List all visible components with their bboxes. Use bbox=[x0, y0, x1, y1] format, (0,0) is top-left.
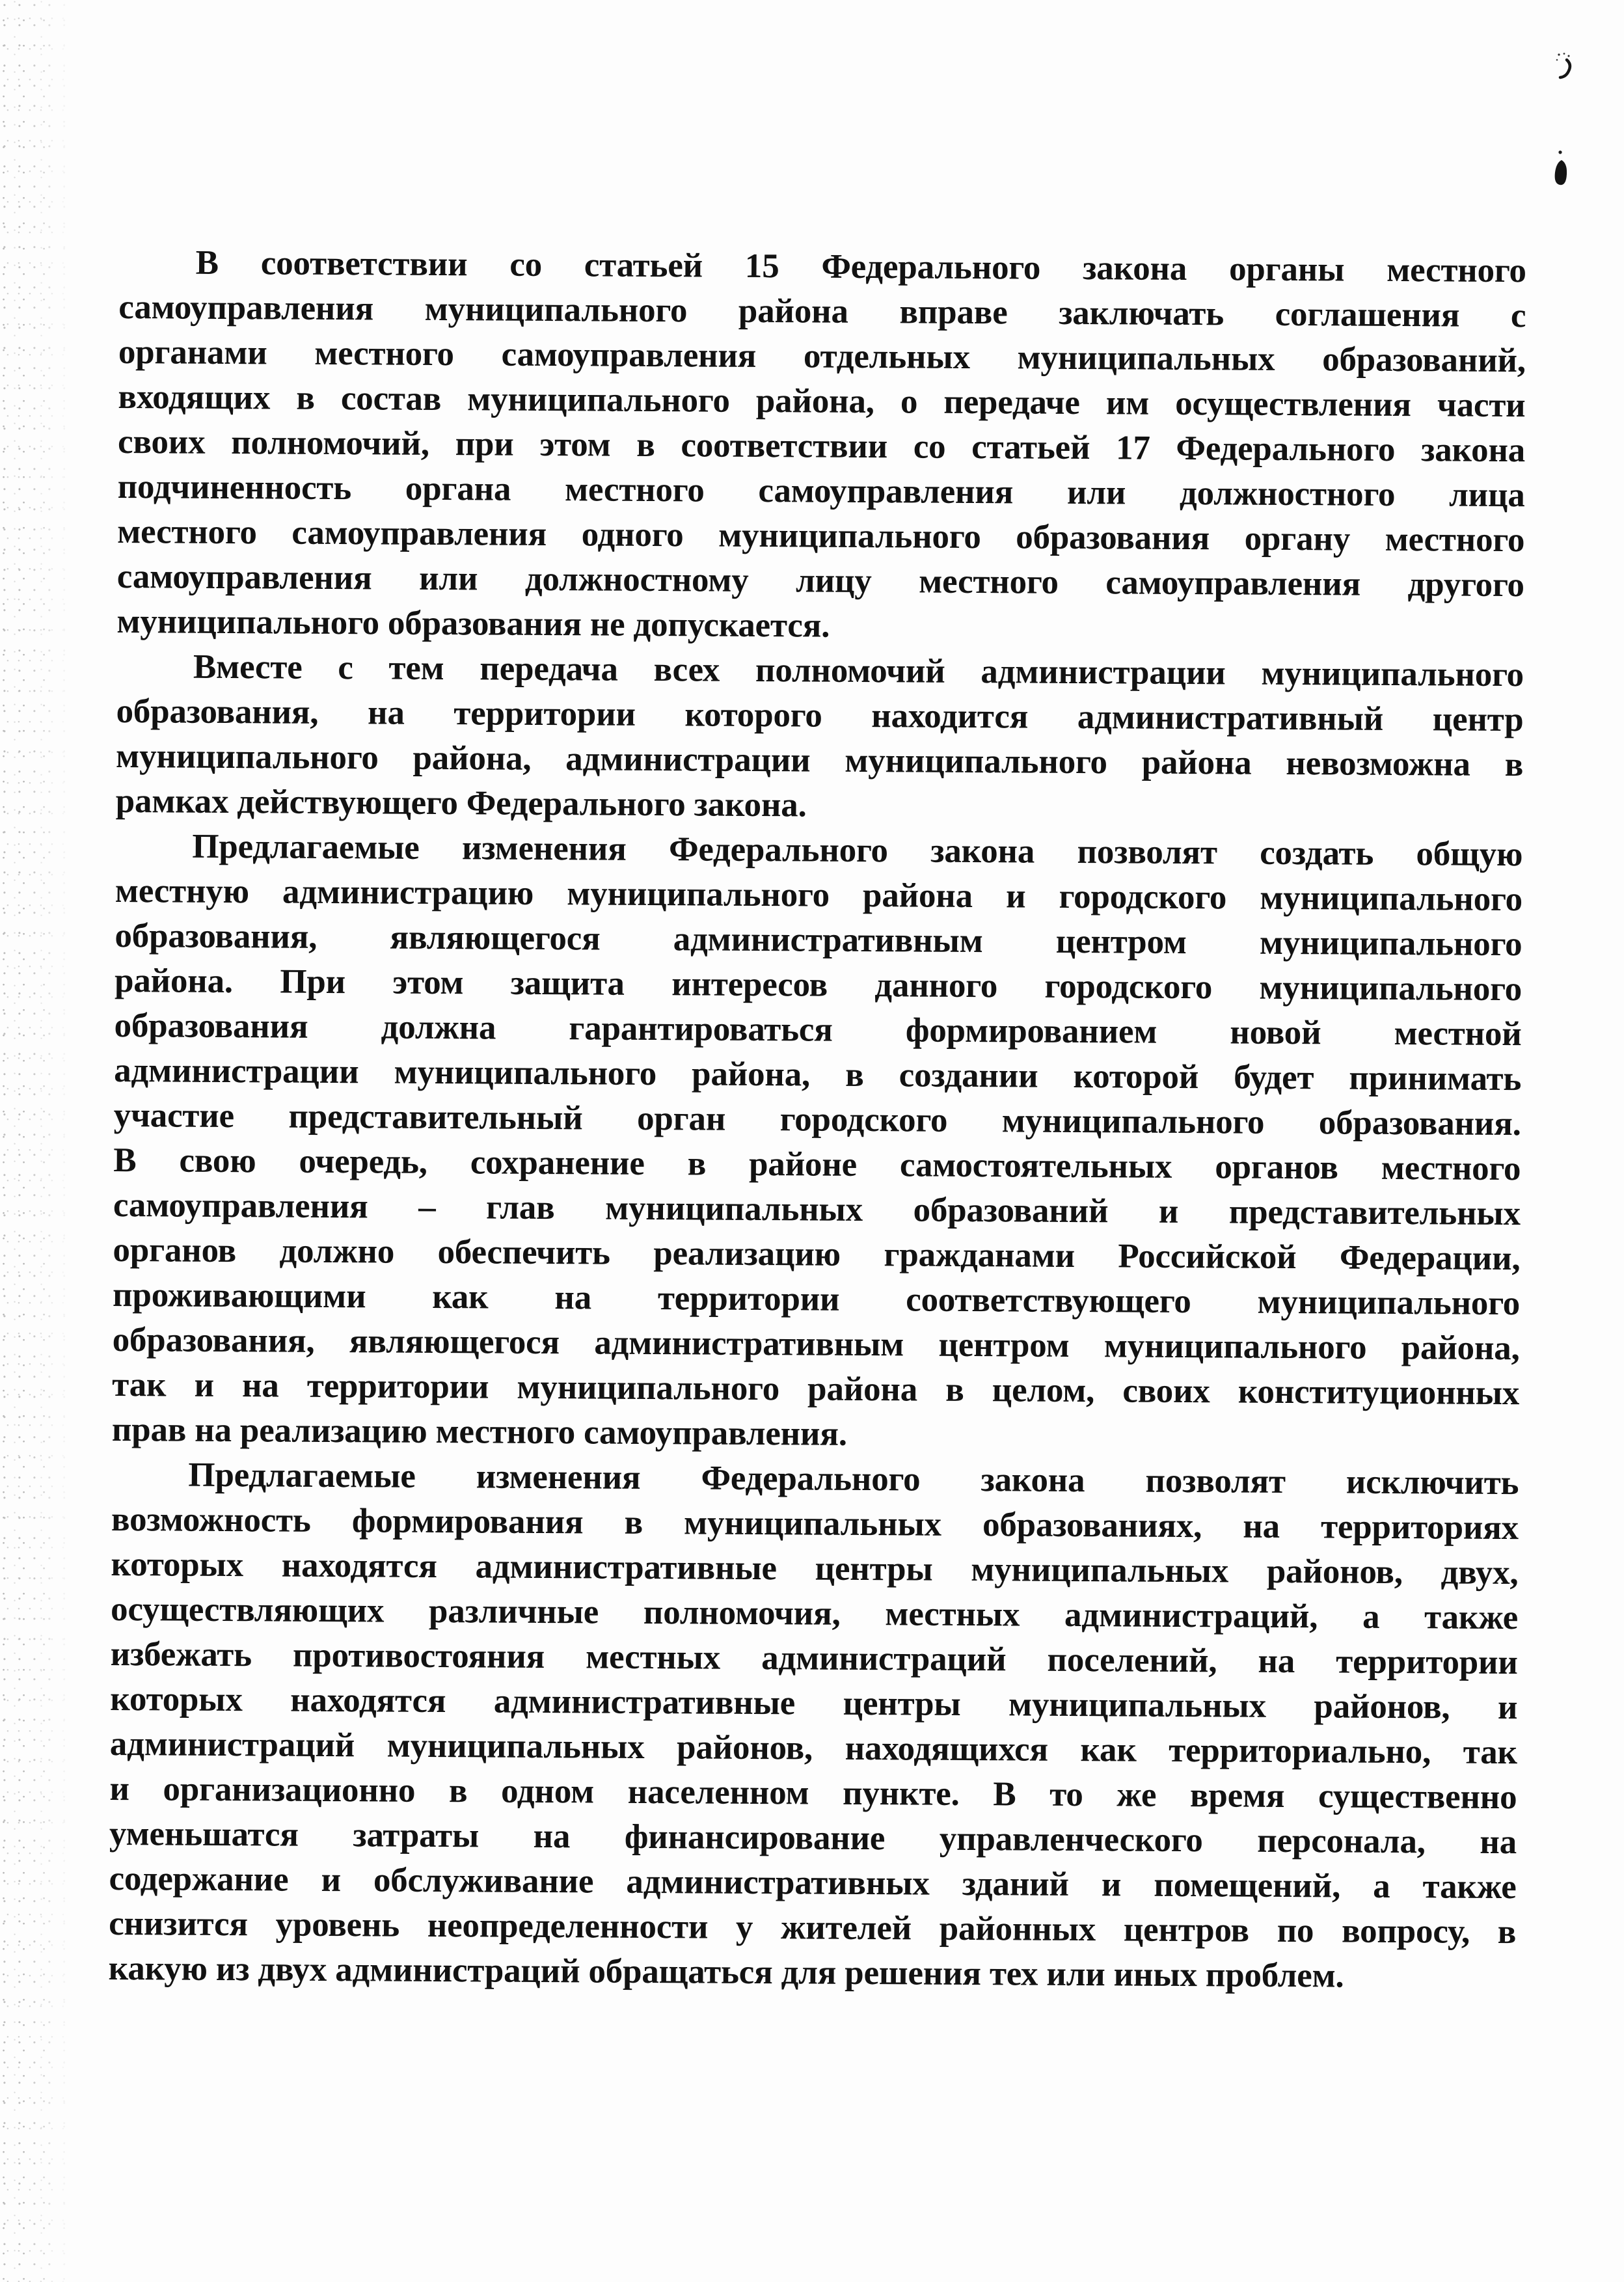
text-line: и организационно в одном населенном пункте. В то же время существенно bbox=[109, 1769, 1517, 1817]
text-line: Вместе с тем передача всех полномочий администрации муниципального bbox=[193, 647, 1524, 694]
text-line: подчиненность органа местного самоуправления или должностного лица bbox=[117, 467, 1525, 515]
text-line: муниципального образования не допускается. bbox=[116, 602, 830, 645]
text-line: снизится уровень неопределенности у жителей районных центров по вопросу, в bbox=[109, 1904, 1517, 1951]
text-line: которых находятся административные центры муниципальных районов, двух, bbox=[111, 1545, 1519, 1592]
text-line: самоуправления или должностному лицу местного самоуправления другого bbox=[116, 557, 1524, 604]
text-line: образования должна гарантироваться формированием новой местной bbox=[114, 1006, 1522, 1053]
paragraph bbox=[116, 644, 1524, 832]
text-line: местного самоуправления одного муниципального образования органу местного bbox=[117, 512, 1525, 560]
text-line: избежать противостояния местных администраций поселений, на территории bbox=[110, 1635, 1518, 1682]
text-line: которых находятся административные центры муниципальных районов, и bbox=[110, 1679, 1518, 1727]
text-line: образования, являющегося административным центром муниципального района, bbox=[112, 1320, 1520, 1368]
text-line: осуществляющих различные полномочия, местных администраций, а также bbox=[110, 1590, 1519, 1637]
text-line: прав на реализацию местного самоуправления. bbox=[111, 1410, 848, 1453]
text-line: администраций муниципальных районов, находящихся как территориально, так bbox=[109, 1724, 1518, 1772]
text-line: района. При этом защита интересов данного городского муниципального bbox=[114, 961, 1522, 1009]
text-line: проживающими как на территории соответствующего муниципального bbox=[112, 1275, 1521, 1323]
text-line: какую из двух администраций обращаться для решения тех или иных проблем. bbox=[108, 1949, 1344, 1995]
scanner-noise-fade bbox=[26, 0, 65, 2282]
text-line: образования, являющегося административным центром муниципального bbox=[115, 916, 1522, 964]
text-line: уменьшатся затраты на финансирование управленческого персонала, на bbox=[109, 1814, 1517, 1862]
text-line: входящих в состав муниципального района, о передаче им осуществления части bbox=[118, 377, 1526, 425]
text-line: так и на территории муниципального района в целом, своих конституционных bbox=[112, 1365, 1520, 1413]
text-line: образования, на территории которого находится административный центр bbox=[116, 692, 1524, 739]
text-line: участие представительный орган городского муниципального образования. bbox=[113, 1096, 1521, 1143]
ink-squiggle-mark bbox=[1554, 52, 1573, 86]
paragraph bbox=[116, 240, 1526, 653]
text-line: В соответствии со статьей 15 Федерального закона органы местного bbox=[195, 243, 1526, 290]
text-line: В свою очередь, сохранение в районе самостоятельных органов местного bbox=[113, 1141, 1521, 1188]
text-line: рамках действующего Федерального закона. bbox=[115, 781, 807, 824]
text-line: администрации муниципального района, в создании которой будет принимать bbox=[114, 1051, 1522, 1098]
text-line: органов должно обеспечить реализацию гражданами Российской Федерации, bbox=[113, 1230, 1521, 1278]
ink-blot-mark bbox=[1551, 148, 1571, 189]
text-line: самоуправления – глав муниципальных образований и представительных bbox=[113, 1186, 1521, 1233]
text-line: органами местного самоуправления отдельных муниципальных образований, bbox=[118, 333, 1526, 380]
text-line: самоуправления муниципального района вправе заключать соглашения с bbox=[118, 288, 1526, 335]
document-text bbox=[109, 240, 1526, 2000]
paragraph bbox=[112, 824, 1523, 1461]
text-line: Предлагаемые изменения Федерального закона позволят исключить bbox=[188, 1456, 1519, 1502]
text-line: Предлагаемые изменения Федерального закона позволят создать общую bbox=[192, 827, 1523, 874]
text-line: местную администрацию муниципального района и городского муниципального bbox=[115, 871, 1523, 919]
text-line: возможность формирования в муниципальных образованиях, на территориях bbox=[111, 1500, 1519, 1547]
text-line: своих полномочий, при этом в соответствии со статьей 17 Федерального закона bbox=[117, 422, 1526, 470]
text-line: муниципального района, администрации муниципального района невозможна в bbox=[115, 737, 1524, 784]
paragraph bbox=[109, 1452, 1519, 2000]
text-line: содержание и обслуживание административных зданий и помещений, а также bbox=[109, 1859, 1517, 1907]
